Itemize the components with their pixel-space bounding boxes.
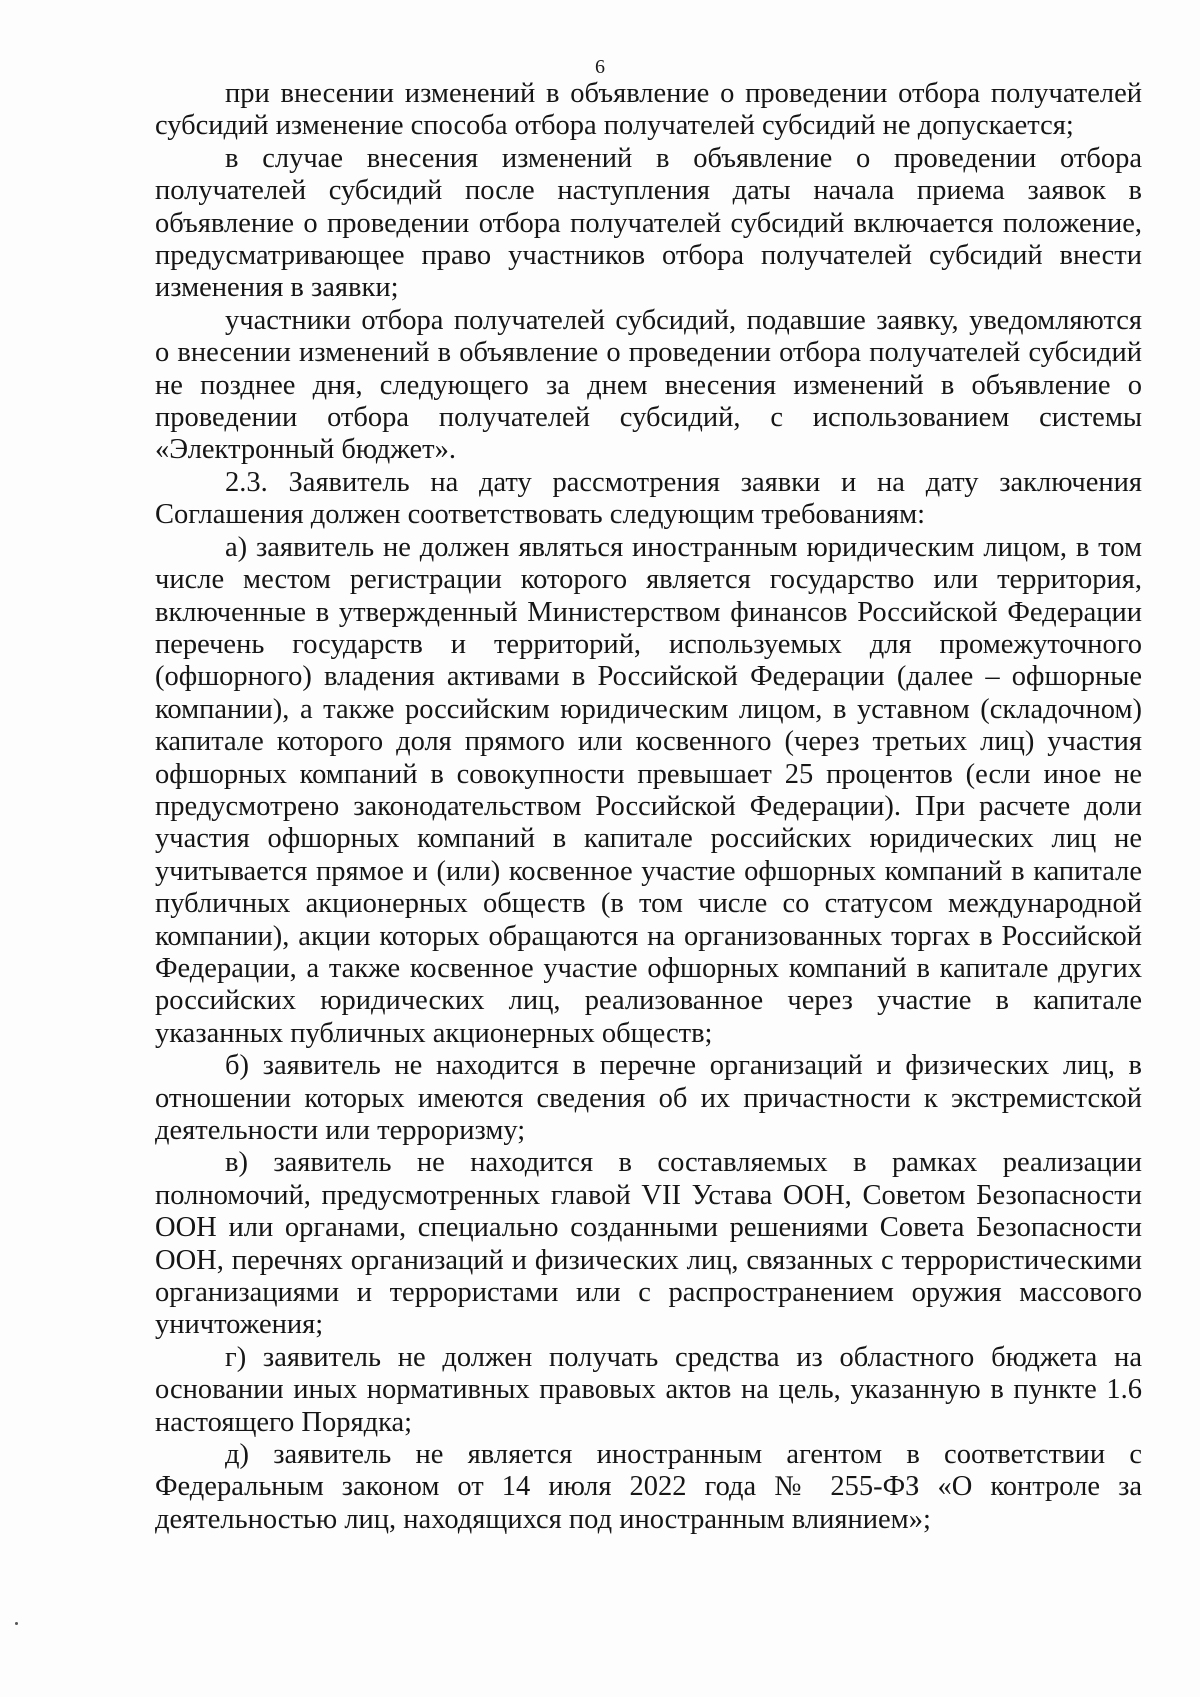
- paragraph-changes-after-start: в случае внесения изменений в объявление о проведении отбора получателей субсидий после наступления даты начала приема заявок в объявление о проведении отбора получателей субсидий включается положение, предусматривающее право участников отбора получателей субсидий внести изменения в заявки;: [155, 142, 1142, 304]
- paragraph-item-v: в) заявитель не находится в составляемых в рамках реализации полномочий, предусмотренных главой VII Устава ООН, Советом Безопасности ООН или органами, специально созданными решениями Совета Безопасности ООН, перечнях организаций и физических лиц, связанных с террористическими организациями и террористами или с распространением оружия массового уничтожения;: [155, 1147, 1142, 1341]
- scan-speck: [15, 1622, 18, 1625]
- paragraph-item-b: б) заявитель не находится в перечне организаций и физических лиц, в отношении которых имеются сведения об их причастности к экстремистской деятельности или терроризму;: [155, 1050, 1142, 1146]
- paragraph-item-g: г) заявитель не должен получать средства из областного бюджета на основании иных нормативных правовых актов на цель, указанную в пункте 1.6 настоящего Порядка;: [155, 1341, 1142, 1438]
- paragraph-item-a: а) заявитель не должен являться иностранным юридическим лицом, в том числе местом регистрации которого является государство или территория, включенные в утвержденный Министерством финансов Российской Федерации перечень государств и территорий, используемых для промежуточного (офшорного) владения активами в Российской Федерации (далее – офшорные компании), а также российским юридическим лицом, в уставном (складочном) капитале которого доля прямого или косвенного (через третьих лиц) участия офшорных компаний в совокупности превышает 25 процентов (если иное не предусмотрено законодательством Российской Федерации). При расчете доли участия офшорных компаний в капитале российских юридических лиц не учитывается прямое и (или) косвенное участие офшорных компаний в капитале публичных акционерных обществ (в том числе со статусом международной компании), акции которых обращаются на организованных торгах в Российской Федерации, а также косвенное участие офшорных компаний в капитале других российских юридических лиц, реализованное через участие в капитале указанных публичных акционерных обществ;: [155, 531, 1142, 1049]
- paragraph-section-2-3: 2.3. Заявитель на дату рассмотрения заявки и на дату заключения Соглашения должен соответствовать следующим требованиям:: [155, 466, 1142, 531]
- paragraph-item-d: д) заявитель не является иностранным агентом в соответствии с Федеральным законом от 14 июля 2022 года № 255-ФЗ «О контроле за деятельностью лиц, находящихся под иностранным влиянием»;: [155, 1439, 1142, 1535]
- paragraph-change-method-prohibited: при внесении изменений в объявление о проведении отбора получателей субсидий изменение способа отбора получателей субсидий не допускается;: [155, 78, 1142, 142]
- page-number: 6: [595, 56, 605, 78]
- paragraph-participants-notified: участники отбора получателей субсидий, подавшие заявку, уведомляются о внесении изменений в объявление о проведении отбора получателей субсидий не позднее дня, следующего за днем внесения изменений в объявление о проведении отбора получателей субсидий, с использованием системы «Электронный бюджет».: [155, 304, 1142, 466]
- document-body: [155, 78, 1142, 1536]
